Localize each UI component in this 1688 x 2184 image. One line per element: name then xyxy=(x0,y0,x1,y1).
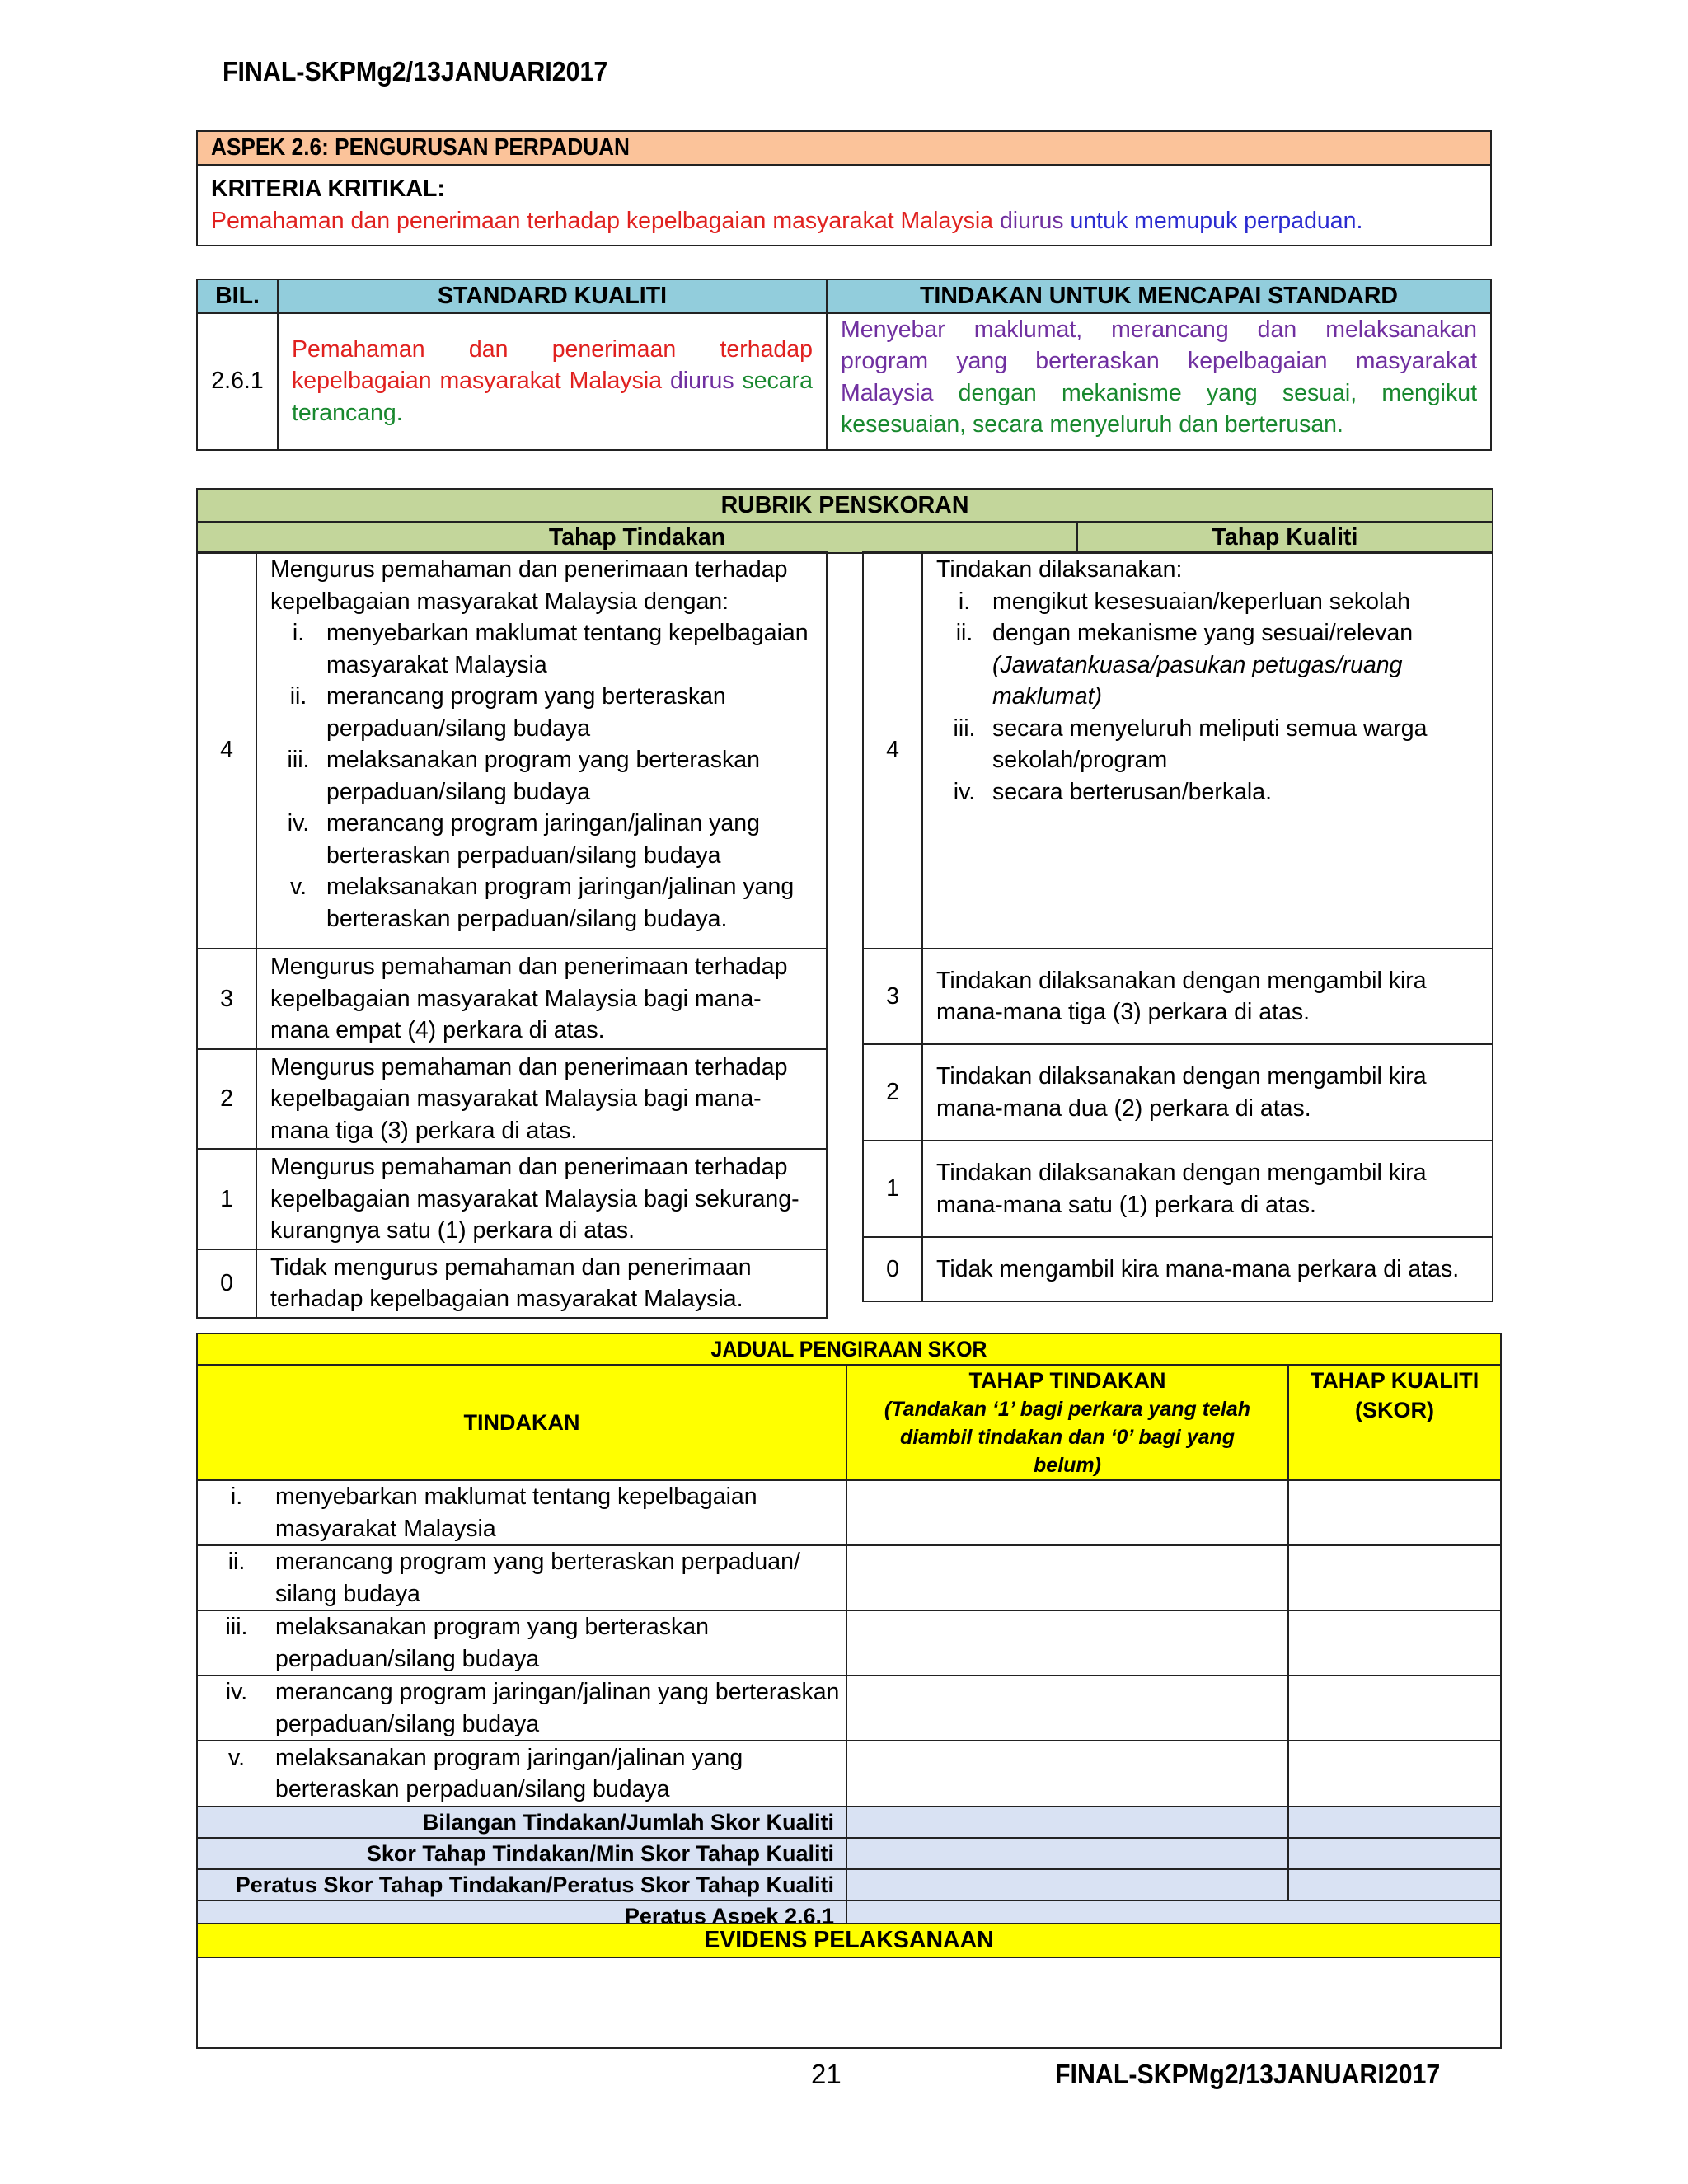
kriteria-kritikal-cell xyxy=(197,165,1491,246)
rubrik-section xyxy=(196,488,1493,554)
rubrik-score: 2 xyxy=(197,1049,256,1150)
tahap-tindakan-header: Tahap Tindakan xyxy=(196,523,1078,554)
rubrik-kualiti-table xyxy=(862,551,1493,1302)
list-item: ii. dengan mekanisme yang sesuai/relevan (Jawatankuasa/pasukan petugas/ruang maklumat) xyxy=(955,620,1414,710)
rubrik-score: 3 xyxy=(863,949,922,1044)
jadual-tahap-kualiti-input[interactable] xyxy=(1288,1610,1501,1675)
rubrik-tindakan-4: Mengurus pemahaman dan penerimaan terhadap kepelbagaian masyarakat Malaysia dengan: i. menyebarkan maklumat tentang kepelbagaian masyarakat Malaysia ii. merancang program yang berteraskan perpaduan/silang budaya iii. melaksanakan program yang berteraskan perpaduan/silang budaya iv. merancang program jaringan/jalinan yang berteraskan perpaduan/silang budaya v. melaksanakan program jaringan/jalinan yang berteraskan perpaduan/silang budaya. xyxy=(256,551,827,949)
jadual-item-4: iv. merancang program jaringan/jalinan yang berteraskan perpaduan/silang budaya xyxy=(197,1675,846,1741)
rubrik-kualiti-1: Tindakan dilaksanakan dengan mengambil kira mana-mana satu (1) perkara di atas. xyxy=(922,1141,1493,1237)
aspek-title: ASPEK 2.6: PENGURUSAN PERPADUAN xyxy=(197,131,1491,165)
standard-table xyxy=(196,279,1492,451)
kriteria-text: Pemahaman dan penerimaan terhadap kepelbagaian masyarakat Malaysia diurus untuk memupuk perpaduan. xyxy=(211,207,1363,234)
summary-tindakan-value[interactable] xyxy=(846,1838,1288,1869)
rubrik-score: 4 xyxy=(863,551,922,949)
rubrik-tindakan-3: Mengurus pemahaman dan penerimaan terhadap kepelbagaian masyarakat Malaysia bagi mana-mana empat (4) perkara di atas. xyxy=(256,949,827,1049)
jadual-tahap-tindakan-input[interactable] xyxy=(846,1610,1288,1675)
rubrik-score: 3 xyxy=(197,949,256,1049)
evidens-content-area[interactable] xyxy=(197,1957,1501,2048)
tindakan-standard-text: Menyebar maklumat, merancang dan melaksanakan program yang berteraskan kepelbagaian masyarakat Malaysia dengan mekanisme yang sesuai, mengikut kesesuaian, secara menyeluruh dan berterusan. xyxy=(827,313,1491,450)
jadual-tahap-tindakan-input[interactable] xyxy=(846,1741,1288,1807)
rubrik-kualiti-0: Tidak mengambil kira mana-mana perkara di atas. xyxy=(922,1237,1493,1301)
standard-kualiti-text: Pemahaman dan penerimaan terhadap kepelbagaian masyarakat Malaysia diurus secara terancang. xyxy=(278,313,827,450)
rubrik-kualiti-3: Tindakan dilaksanakan dengan mengambil kira mana-mana tiga (3) perkara di atas. xyxy=(922,949,1493,1044)
summary-row xyxy=(197,1838,1501,1869)
jadual-tahap-tindakan-input[interactable] xyxy=(846,1675,1288,1741)
col-bil: BIL. xyxy=(197,279,278,313)
table-row xyxy=(197,1741,1501,1807)
jadual-pengiraan-skor xyxy=(196,1333,1502,1933)
rubrik-tindakan-table xyxy=(196,551,828,1319)
summary-tindakan-value[interactable] xyxy=(846,1807,1288,1838)
jadual-col-tindakan: TINDAKAN xyxy=(197,1365,846,1480)
col-tindakan-standard: TINDAKAN UNTUK MENCAPAI STANDARD xyxy=(827,279,1491,313)
rubrik-score: 2 xyxy=(863,1044,922,1141)
jadual-item-5: v. melaksanakan program jaringan/jalinan yang berteraskan perpaduan/silang budaya xyxy=(197,1741,846,1807)
table-row xyxy=(197,1480,1501,1545)
rubrik-score: 0 xyxy=(197,1249,256,1318)
rubrik-tindakan-2: Mengurus pemahaman dan penerimaan terhadap kepelbagaian masyarakat Malaysia bagi mana-mana tiga (3) perkara di atas. xyxy=(256,1049,827,1150)
jadual-tahap-kualiti-input[interactable] xyxy=(1288,1545,1501,1610)
list-item: iv. secara berterusan/berkala. xyxy=(953,778,1273,805)
aspek-table xyxy=(196,130,1492,246)
list-item: iii. secara menyeluruh meliputi semua warga sekolah/program xyxy=(953,715,1428,773)
summary-label: Bilangan Tindakan/Jumlah Skor Kualiti xyxy=(197,1807,846,1838)
summary-row xyxy=(197,1869,1501,1900)
summary-label: Peratus Skor Tahap Tindakan/Peratus Skor Tahap Kualiti xyxy=(197,1869,846,1900)
list-item: ii. merancang program yang berteraskan perpaduan/silang budaya xyxy=(289,683,726,742)
rubrik-score: 0 xyxy=(863,1237,922,1301)
table-row xyxy=(197,1545,1501,1610)
evidens-title: EVIDENS PELAKSANAAN xyxy=(197,1924,1501,1957)
summary-kualiti-value[interactable] xyxy=(1288,1807,1501,1838)
rubrik-tindakan-0: Tidak mengurus pemahaman dan penerimaan terhadap kepelbagaian masyarakat Malaysia. xyxy=(256,1249,827,1318)
jadual-item-2: ii. merancang program yang berteraskan perpaduan/ silang budaya xyxy=(197,1545,846,1610)
list-item: v. melaksanakan program jaringan/jalinan yang berteraskan perpaduan/silang budaya. xyxy=(289,874,795,932)
rubrik-kualiti-2: Tindakan dilaksanakan dengan mengambil kira mana-mana dua (2) perkara di atas. xyxy=(922,1044,1493,1141)
standard-bil: 2.6.1 xyxy=(197,313,278,450)
jadual-tahap-kualiti-input[interactable] xyxy=(1288,1480,1501,1545)
jadual-tahap-kualiti-input[interactable] xyxy=(1288,1741,1501,1807)
jadual-col-tahap-tindakan: TAHAP TINDAKAN (Tandakan ‘1’ bagi perkara yang telah diambil tindakan dan ‘0’ bagi yang belum) xyxy=(846,1365,1288,1480)
rubrik-title: RUBRIK PENSKORAN xyxy=(196,488,1493,523)
rubrik-score: 1 xyxy=(863,1141,922,1237)
col-standard-kualiti: STANDARD KUALITI xyxy=(278,279,827,313)
table-row xyxy=(197,1675,1501,1741)
jadual-tahap-tindakan-input[interactable] xyxy=(846,1545,1288,1610)
jadual-item-1: i. menyebarkan maklumat tentang kepelbagaian masyarakat Malaysia xyxy=(197,1480,846,1545)
summary-label: Skor Tahap Tindakan/Min Skor Tahap Kualiti xyxy=(197,1838,846,1869)
summary-kualiti-value[interactable] xyxy=(1288,1869,1501,1900)
kriteria-label: KRITERIA KRITIKAL: xyxy=(211,176,445,202)
rubrik-kualiti-4: Tindakan dilaksanakan: i. mengikut kesesuaian/keperluan sekolah ii. dengan mekanisme yang sesuai/relevan (Jawatankuasa/pasukan petugas/ruang maklumat) iii. secara menyeluruh meliputi semua warga sekolah/program iv. secara berterusan/berkala. xyxy=(922,551,1493,949)
document-header-code: FINAL-SKPMg2/13JANUARI2017 xyxy=(223,56,608,87)
page-number: 21 xyxy=(811,2059,842,2089)
jadual-tahap-tindakan-input[interactable] xyxy=(846,1480,1288,1545)
jadual-title: JADUAL PENGIRAAN SKOR xyxy=(197,1333,1501,1365)
summary-kualiti-value[interactable] xyxy=(1288,1838,1501,1869)
list-item: iii. melaksanakan program yang berteraskan perpaduan/silang budaya xyxy=(287,747,760,805)
tahap-kualiti-header: Tahap Kualiti xyxy=(1078,523,1493,554)
list-item: i. mengikut kesesuaian/keperluan sekolah xyxy=(958,588,1410,615)
footer-doc-code: FINAL-SKPMg2/13JANUARI2017 xyxy=(1055,2059,1441,2089)
rubrik-tindakan-1: Mengurus pemahaman dan penerimaan terhadap kepelbagaian masyarakat Malaysia bagi sekurang-kurangnya satu (1) perkara di atas. xyxy=(256,1149,827,1249)
table-row xyxy=(197,1610,1501,1675)
list-item: iv. merancang program jaringan/jalinan yang berteraskan perpaduan/silang budaya xyxy=(287,810,760,869)
summary-tindakan-value[interactable] xyxy=(846,1869,1288,1900)
summary-label: Peratus Aspek 2.6.1 xyxy=(197,1900,846,1932)
rubrik-score: 1 xyxy=(197,1149,256,1249)
jadual-tahap-kualiti-input[interactable] xyxy=(1288,1675,1501,1741)
rubrik-kualiti-4-list xyxy=(936,586,1479,808)
jadual-col-tahap-kualiti: TAHAP KUALITI (SKOR) xyxy=(1288,1365,1501,1480)
jadual-item-3: iii. melaksanakan program yang berteraskan perpaduan/silang budaya xyxy=(197,1610,846,1675)
list-item: i. menyebarkan maklumat tentang kepelbagaian masyarakat Malaysia xyxy=(292,620,809,678)
evidens-table xyxy=(196,1923,1502,2049)
rubrik-score: 4 xyxy=(197,551,256,949)
rubrik-tindakan-4-list xyxy=(270,617,813,935)
summary-row xyxy=(197,1807,1501,1838)
